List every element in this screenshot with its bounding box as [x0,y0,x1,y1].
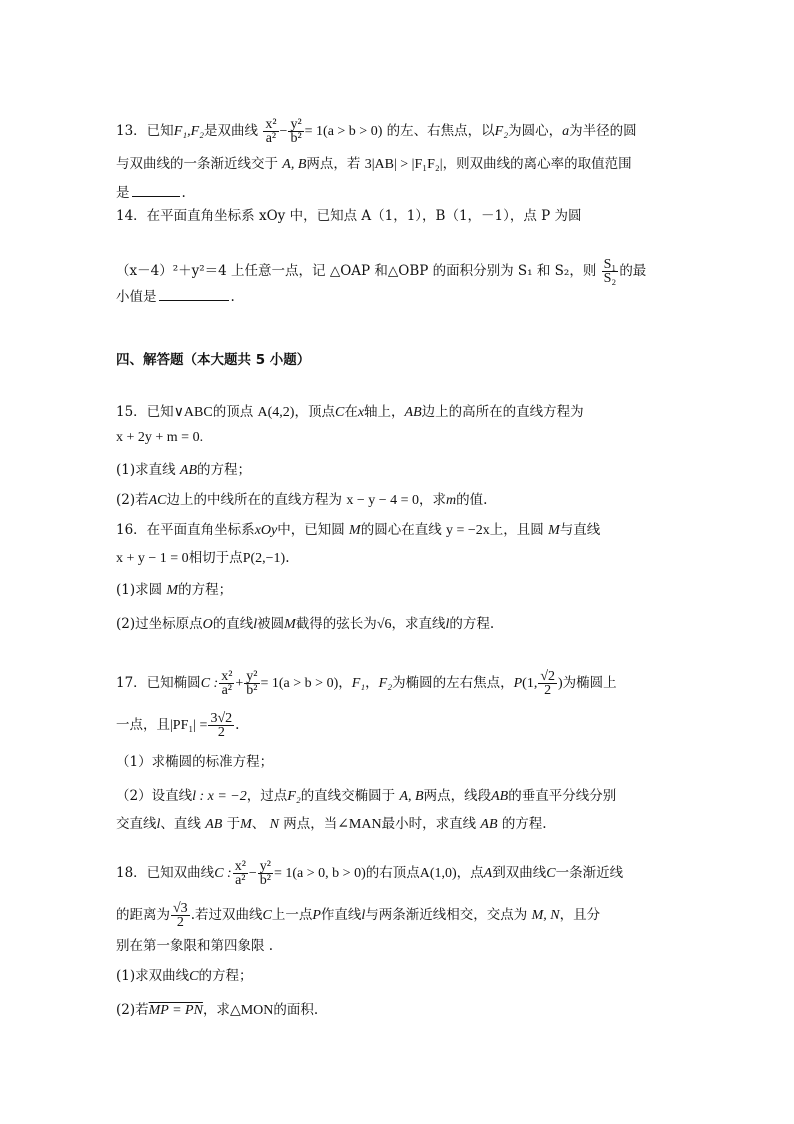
q16-part2: (2)过坐标原点O的直线l被圆M截得的弦长为√6，求直线l的方程. [116,616,495,632]
q15-line1: 15．已知∨ABC的顶点 A(4,2)，顶点C在x轴上，AB边上的高所在的直线方程为 [116,404,584,420]
q13-frac-x: $\frac{\text{x²}}{\text{a²}}$ [265,117,277,146]
q13-line1: 13．已知F₁,F₂是双曲线 $\frac{\text{x²}}{\text{a²}}$ − $\frac{\text{y²}}{\text{b²}}$ = 1(a > b > 0) 的左、右焦点，以F₂为圆心，a为半径的圆 [116,117,637,146]
q14-line2: （x－4）²＋y²＝4 上任意一点，记 △OAP 和△OBP 的面积分别为 S₁ 和 S₂，则 $\frac{\text{S₁}}{\text{S₂}}$ 的最 [116,257,647,286]
q15-line2: x + 2y + m = 0. [116,430,204,445]
q17-part1: （1）求椭圆的标准方程； [116,754,274,770]
q13-line2: 与双曲线的一条渐近线交于 A, B两点，若 3|AB| > |F₁F₂|，则双曲线的离心率的取值范围 [116,156,632,172]
q15-part1: (1)求直线 AB的方程； [116,462,252,478]
q14-line3: 小值是 . [116,286,734,307]
q15-part2: (2)若AC边上的中线所在的直线方程为 x − y − 4 = 0，求m的值. [116,492,488,508]
q13-line3: 是 . [116,182,734,203]
q13-number: 13．已知 [116,123,174,139]
q18-part1: (1)求双曲线C的方程； [116,968,253,984]
q17-line2: 一点，且|PF₁| = $\frac{3√2}{2}$ . [116,711,240,740]
q18-line1: 18．已知双曲线C : $\frac{\text{x²}}{\text{a²}}$ − $\frac{\text{y²}}{\text{b²}}$ = 1(a > 0, b > 0)的右顶点A(1,0)，点A到双曲线C一条渐近线 [116,859,624,888]
q14-frac-s: $\frac{\text{S₁}}{\text{S₂}}$ [603,257,617,286]
q13-answer-blank[interactable] [132,182,180,197]
q16-part1: (1)求圆 M的方程； [116,582,233,598]
q13-frac-y: $\frac{\text{y²}}{\text{b²}}$ [290,117,302,146]
q14-line1: 14．在平面直角坐标系 xOy 中，已知点 A（1，1），B（1，－1），点 P 为圆 [116,208,582,224]
q16-line1: 16．在平面直角坐标系xOy中，已知圆 M的圆心在直线 y = −2x上，且圆 M与直线 [116,522,601,538]
q17-part2: （2）设直线l : x = −2，过点F₂的直线交椭圆于 A, B两点，线段AB的垂直平分线分别 [116,788,617,804]
section-4-title: 四、解答题（本大题共 5 小题） [116,352,311,368]
q18-line2: 的距离为 $\frac{√3}{2}$ .若过双曲线C上一点P作直线l与两条渐近线相交，交点为 M, N，且分 [116,901,601,930]
q16-line2: x + y − 1 = 0相切于点P(2,−1). [116,550,290,566]
q17-line1: 17．已知椭圆C : $\frac{\text{x²}}{\text{a²}}$ + $\frac{\text{y²}}{\text{b²}}$ = 1(a > b > 0)，F₁，F₂为椭圆的左右焦点，P(1, $\frac{√2}{2}$ )为椭圆上 [116,669,617,698]
q14-answer-blank[interactable] [159,286,229,301]
q17-part3: 交直线l、直线 AB 于M、 N 两点，当∠MAN最小时，求直线 AB 的方程. [116,816,547,832]
q18-line3: 别在第一象限和第四象限 . [116,938,274,954]
q18-part2: (2)若MP = PN，求△MON的面积. [116,1002,319,1018]
